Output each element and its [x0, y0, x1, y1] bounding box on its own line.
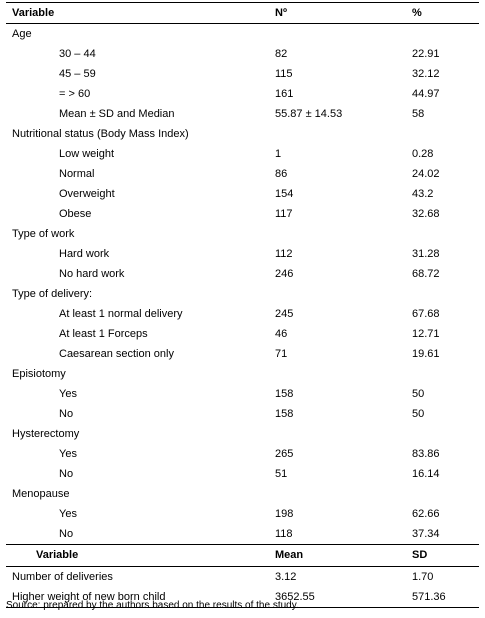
row-category: Type of work — [12, 228, 75, 240]
row-sublabel: Low weight — [59, 148, 115, 160]
table-row — [6, 384, 479, 404]
table-row — [6, 424, 479, 444]
row-pct: 19.61 — [412, 348, 440, 360]
row-sublabel: No — [59, 408, 74, 420]
row-pct: 43.2 — [412, 188, 434, 200]
row-pct: 50 — [412, 388, 425, 400]
table-row — [6, 284, 479, 304]
row-pct: 0.28 — [412, 148, 434, 160]
table-row — [6, 304, 479, 324]
row-n: 246 — [275, 268, 294, 280]
table-row — [6, 104, 479, 124]
table-row — [6, 324, 479, 344]
table-row — [6, 184, 479, 204]
row-sd: 1.70 — [412, 571, 434, 583]
row-n: 86 — [275, 168, 288, 180]
row-category: Nutritional status (Body Mass Index) — [12, 128, 189, 140]
row-sublabel: No — [59, 528, 74, 540]
row-pct: 44.97 — [412, 88, 440, 100]
source-note: Source: prepared by the authors based on the results of the study. — [6, 600, 299, 611]
table-row — [6, 504, 479, 524]
data-table — [6, 2, 479, 608]
row-category: Hysterectomy — [12, 428, 80, 440]
table-row — [6, 344, 479, 364]
table-row — [6, 264, 479, 284]
table-row — [6, 144, 479, 164]
row-n: 55.87 ± 14.53 — [275, 108, 343, 120]
row-sublabel: 30 – 44 — [59, 48, 96, 60]
row-sublabel: Mean ± SD and Median — [59, 108, 175, 120]
header-n: Nº — [275, 7, 287, 19]
row-sublabel: No — [59, 468, 74, 480]
table-row — [6, 524, 479, 544]
table-row — [6, 444, 479, 464]
table-header-2 — [6, 544, 479, 567]
row-n: 46 — [275, 328, 288, 340]
table-row — [6, 124, 479, 144]
row-sublabel: At least 1 Forceps — [59, 328, 148, 340]
row-label: Higher weight of new born child — [12, 591, 166, 603]
row-n: 198 — [275, 508, 294, 520]
row-sublabel: = > 60 — [59, 88, 91, 100]
row-n: 245 — [275, 308, 294, 320]
header-variable: Variable — [12, 7, 55, 19]
row-n: 71 — [275, 348, 288, 360]
row-n: 158 — [275, 408, 294, 420]
row-sublabel: Yes — [59, 508, 77, 520]
row-pct: 32.12 — [412, 68, 440, 80]
row-pct: 68.72 — [412, 268, 440, 280]
row-pct: 58 — [412, 108, 425, 120]
row-n: 154 — [275, 188, 294, 200]
table-row — [6, 84, 479, 104]
row-n: 115 — [275, 68, 293, 80]
row-n: 161 — [275, 88, 294, 100]
row-n: 82 — [275, 48, 288, 60]
header2-sd: SD — [412, 549, 428, 561]
row-pct: 83.86 — [412, 448, 440, 460]
table-row — [6, 484, 479, 504]
row-pct: 32.68 — [412, 208, 440, 220]
table-row — [6, 567, 479, 587]
row-category: Menopause — [12, 488, 70, 500]
row-label: Number of deliveries — [12, 571, 113, 583]
row-pct: 12.71 — [412, 328, 440, 340]
row-category: Type of delivery: — [12, 288, 93, 300]
row-sublabel: No hard work — [59, 268, 125, 280]
table-row — [6, 224, 479, 244]
table-row — [6, 364, 479, 384]
row-pct: 24.02 — [412, 168, 440, 180]
row-pct: 22.91 — [412, 48, 440, 60]
row-sublabel: Caesarean section only — [59, 348, 174, 360]
row-category: Age — [12, 28, 32, 40]
row-n: 117 — [275, 208, 293, 220]
row-sublabel: Yes — [59, 388, 77, 400]
row-sublabel: Hard work — [59, 248, 110, 260]
header2-mean: Mean — [275, 549, 304, 561]
table-row — [6, 204, 479, 224]
row-sublabel: Yes — [59, 448, 77, 460]
table-body — [6, 24, 479, 544]
table-row — [6, 244, 479, 264]
table-row — [6, 24, 479, 44]
row-category: Episiotomy — [12, 368, 66, 380]
header2-variable: Variable — [36, 549, 79, 561]
row-n: 1 — [275, 148, 282, 160]
row-sd: 571.36 — [412, 591, 446, 603]
row-n: 51 — [275, 468, 288, 480]
header-pct: % — [412, 7, 422, 19]
row-sublabel: Overweight — [59, 188, 115, 200]
row-sublabel: 45 – 59 — [59, 68, 96, 80]
table-row — [6, 404, 479, 424]
row-pct: 16.14 — [412, 468, 440, 480]
row-pct: 37.34 — [412, 528, 440, 540]
table-header — [6, 2, 479, 24]
row-mean: 3652.55 — [275, 591, 315, 603]
row-sublabel: Obese — [59, 208, 92, 220]
row-sublabel: At least 1 normal delivery — [59, 308, 183, 320]
row-n: 118 — [275, 528, 293, 540]
row-pct: 67.68 — [412, 308, 440, 320]
row-pct: 62.66 — [412, 508, 440, 520]
row-n: 158 — [275, 388, 294, 400]
row-pct: 31.28 — [412, 248, 440, 260]
row-n: 265 — [275, 448, 294, 460]
table-row — [6, 44, 479, 64]
table-row — [6, 64, 479, 84]
table-row — [6, 164, 479, 184]
row-mean: 3.12 — [275, 571, 297, 583]
row-sublabel: Normal — [59, 168, 95, 180]
table-row — [6, 464, 479, 484]
row-pct: 50 — [412, 408, 425, 420]
row-n: 112 — [275, 248, 293, 260]
